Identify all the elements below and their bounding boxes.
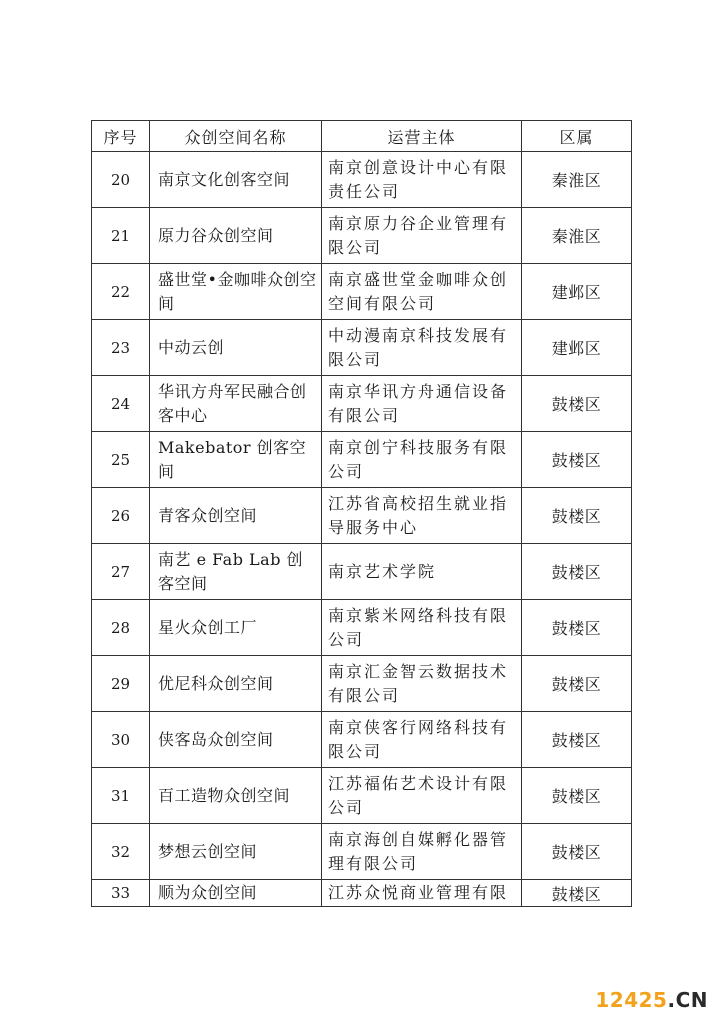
table-row	[92, 656, 632, 712]
cell-space-name: Makebator 创客空间	[150, 432, 322, 488]
table-row	[92, 264, 632, 320]
cell-number: 21	[92, 208, 150, 264]
cell-space-name: 青客众创空间	[150, 488, 322, 544]
table-row	[92, 712, 632, 768]
cell-operator: 江苏众悦商业管理有限	[322, 880, 522, 907]
cell-operator: 南京创宁科技服务有限公司	[322, 432, 522, 488]
cell-number: 25	[92, 432, 150, 488]
cell-number: 33	[92, 880, 150, 907]
watermark-dot: .	[667, 988, 676, 1012]
table-row	[92, 320, 632, 376]
cell-operator: 南京创意设计中心有限责任公司	[322, 152, 522, 208]
cell-space-name: 南艺 e Fab Lab 创客空间	[150, 544, 322, 600]
cell-district: 鼓楼区	[522, 712, 632, 768]
table-header-row	[92, 121, 632, 152]
cell-district: 鼓楼区	[522, 432, 632, 488]
table-row	[92, 208, 632, 264]
cell-space-name: 百工造物众创空间	[150, 768, 322, 824]
table-row	[92, 488, 632, 544]
table-row	[92, 376, 632, 432]
cell-number: 27	[92, 544, 150, 600]
cell-number: 29	[92, 656, 150, 712]
cell-operator: 南京原力谷企业管理有限公司	[322, 208, 522, 264]
watermark-tld: CN	[675, 988, 708, 1012]
table-row	[92, 544, 632, 600]
cell-space-name: 优尼科众创空间	[150, 656, 322, 712]
cell-operator: 中动漫南京科技发展有限公司	[322, 320, 522, 376]
cell-district: 鼓楼区	[522, 880, 632, 907]
cell-space-name: 中动云创	[150, 320, 322, 376]
cell-number: 22	[92, 264, 150, 320]
cell-district: 建邺区	[522, 264, 632, 320]
cell-number: 24	[92, 376, 150, 432]
cell-number: 31	[92, 768, 150, 824]
cell-number: 32	[92, 824, 150, 880]
header-number: 序号	[92, 121, 150, 152]
cell-space-name: 星火众创工厂	[150, 600, 322, 656]
table-row	[92, 880, 632, 907]
table-row	[92, 768, 632, 824]
maker-space-table	[91, 120, 632, 907]
cell-district: 秦淮区	[522, 208, 632, 264]
cell-operator: 南京盛世堂金咖啡众创空间有限公司	[322, 264, 522, 320]
cell-operator: 南京海创自媒孵化器管理有限公司	[322, 824, 522, 880]
site-watermark	[595, 988, 708, 1012]
cell-number: 20	[92, 152, 150, 208]
table-row	[92, 432, 632, 488]
cell-district: 鼓楼区	[522, 768, 632, 824]
cell-number: 28	[92, 600, 150, 656]
cell-number: 26	[92, 488, 150, 544]
cell-district: 鼓楼区	[522, 824, 632, 880]
cell-operator: 南京艺术学院	[322, 544, 522, 600]
cell-district: 鼓楼区	[522, 376, 632, 432]
cell-space-name: 侠客岛众创空间	[150, 712, 322, 768]
watermark-digits: 12425	[595, 988, 668, 1012]
cell-district: 建邺区	[522, 320, 632, 376]
cell-operator: 江苏福佑艺术设计有限公司	[322, 768, 522, 824]
cell-space-name: 南京文化创客空间	[150, 152, 322, 208]
cell-district: 鼓楼区	[522, 600, 632, 656]
header-space-name: 众创空间名称	[150, 121, 322, 152]
table-row	[92, 600, 632, 656]
cell-space-name: 盛世堂•金咖啡众创空间	[150, 264, 322, 320]
cell-space-name: 顺为众创空间	[150, 880, 322, 907]
cell-space-name: 华讯方舟军民融合创客中心	[150, 376, 322, 432]
cell-district: 鼓楼区	[522, 488, 632, 544]
cell-district: 鼓楼区	[522, 656, 632, 712]
cell-district: 鼓楼区	[522, 544, 632, 600]
table-row	[92, 152, 632, 208]
cell-operator: 南京紫米网络科技有限公司	[322, 600, 522, 656]
cell-space-name: 梦想云创空间	[150, 824, 322, 880]
cell-district: 秦淮区	[522, 152, 632, 208]
header-district: 区属	[522, 121, 632, 152]
cell-space-name: 原力谷众创空间	[150, 208, 322, 264]
cell-number: 23	[92, 320, 150, 376]
cell-number: 30	[92, 712, 150, 768]
cell-operator: 南京侠客行网络科技有限公司	[322, 712, 522, 768]
cell-operator: 南京华讯方舟通信设备有限公司	[322, 376, 522, 432]
table-row	[92, 824, 632, 880]
cell-operator: 江苏省高校招生就业指导服务中心	[322, 488, 522, 544]
cell-operator: 南京汇金智云数据技术有限公司	[322, 656, 522, 712]
header-operator: 运营主体	[322, 121, 522, 152]
